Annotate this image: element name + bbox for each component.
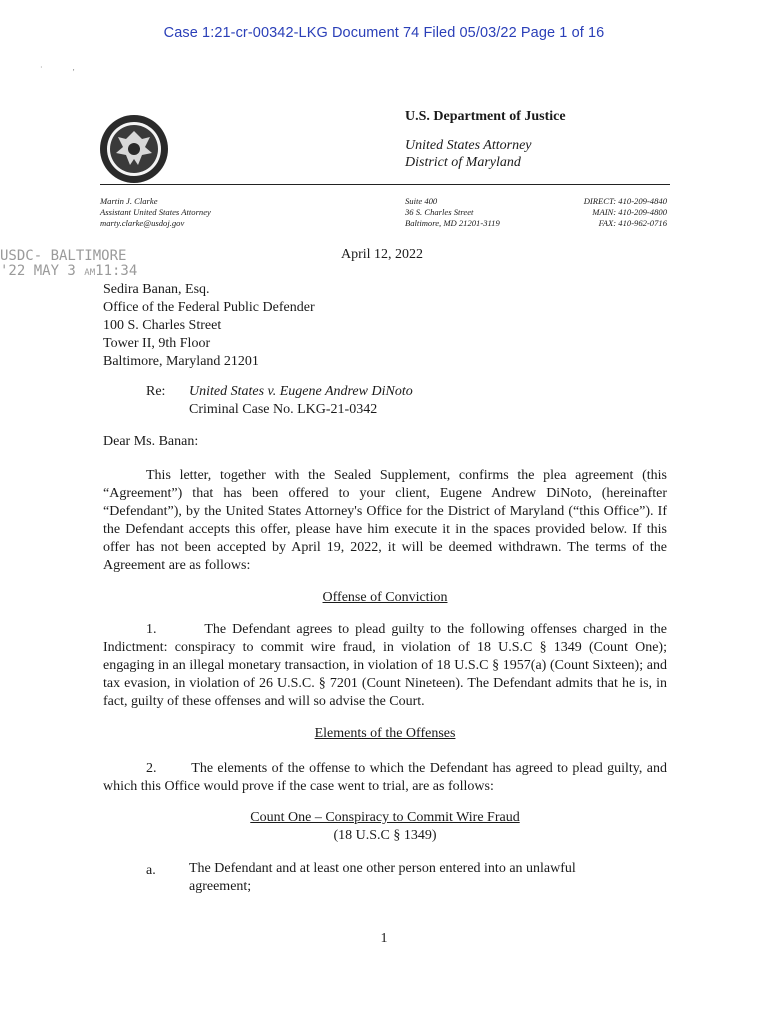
recipient-name: Sedira Banan, Esq.	[103, 282, 210, 297]
sender-name: Martin J. Clarke	[100, 196, 158, 206]
re-case-number: Criminal Case No. LKG-21-0342	[189, 402, 378, 417]
phone-main: MAIN: 410-209-4800	[592, 207, 667, 217]
paragraph-1	[103, 621, 667, 711]
district-name: District of Maryland	[405, 155, 521, 170]
paragraph-2-number: 2.	[146, 761, 157, 776]
page-number: 1	[380, 931, 388, 946]
paragraph-2	[103, 760, 667, 796]
phone-fax: FAX: 410-962-0716	[598, 218, 667, 228]
office-name: United States Attorney	[405, 138, 532, 153]
count-one-statute: (18 U.S.C § 1349)	[333, 828, 437, 843]
sender-email: marty.clarke@usdoj.gov	[100, 218, 185, 228]
address-city: Baltimore, MD 21201-3119	[405, 218, 500, 228]
paragraph-1-text: The Defendant agrees to plead guilty to the following offenses charged in the Indictment: conspiracy to commit wire fraud, in violation of 18 U.S.C § 1349 (Count One); engaging in an illegal monetary transaction, in violation of 18 U.S.C § 1957(a) (Count Sixteen); and tax evasion, in violation of 26 U.S.C. § 7201 (Count Nineteen). The Defendant admits that he is, in fact, guilty of these offenses and will so advise the Court.	[103, 622, 668, 709]
recipient-city: Baltimore, Maryland 21201	[103, 354, 259, 369]
clerk-filing-stamp	[0, 249, 137, 281]
address-suite: Suite 400	[405, 196, 438, 206]
salutation: Dear Ms. Banan:	[103, 434, 199, 449]
case-header: Case 1:21-cr-00342-LKG Document 74 Filed 05/03/22 Page 1 of 16	[163, 25, 605, 41]
re-block	[189, 383, 413, 419]
department-name: U.S. Department of Justice	[405, 109, 566, 124]
heading-elements-of-offenses: Elements of the Offenses	[314, 726, 456, 741]
paragraph-1-number: 1.	[146, 622, 157, 637]
recipient-office: Office of the Federal Public Defender	[103, 300, 315, 315]
recipient-address	[103, 281, 315, 371]
sender-title: Assistant United States Attorney	[100, 207, 211, 217]
count-one-heading-block	[103, 809, 667, 845]
intro-paragraph: This letter, together with the Sealed Supplement, confirms the plea agreement (this “Agreement”) that has been offered to your client, Eugene Andrew DiNoto, (hereinafter “Defendant”), by the United States Attorney's Office for the District of Maryland (“this Office”). If the Defendant accepts this offer, please have him execute it in the spaces provided below. If this offer has not been accepted by April 19, 2022, it will be deemed withdrawn. The terms of the Agreement are as follows:	[103, 468, 667, 573]
paragraph-2-text: The elements of the offense to which the Defendant has agreed to plead guilty, and which this Office would prove if the case went to trial, are as follows:	[103, 761, 667, 794]
recipient-street: 100 S. Charles Street	[103, 318, 222, 333]
address-street: 36 S. Charles Street	[405, 207, 474, 217]
count-one-heading: Count One – Conspiracy to Commit Wire Fraud	[250, 810, 520, 825]
heading-offense-of-conviction: Offense of Conviction	[322, 590, 448, 605]
scan-speck: · ,	[40, 63, 75, 72]
phone-block	[584, 196, 667, 229]
sender-block	[100, 196, 211, 229]
element-a-text: The Defendant and at least one other person entered into an unlawful agreement;	[189, 861, 576, 894]
stamp-ampm: AM	[84, 268, 96, 278]
stamp-court: USDC- BALTIMORE	[0, 248, 127, 264]
letterhead-rule	[100, 184, 670, 185]
recipient-suite: Tower II, 9th Floor	[103, 336, 211, 351]
phone-direct: DIRECT: 410-209-4840	[583, 196, 667, 206]
office-address-block	[405, 196, 500, 229]
re-label: Re:	[146, 384, 166, 399]
element-a-label: a.	[146, 863, 156, 878]
doj-seal-logo	[98, 113, 170, 185]
letter-date: April 12, 2022	[341, 247, 424, 262]
stamp-time: 11:34	[95, 263, 138, 279]
stamp-date: '22 MAY 3	[0, 263, 76, 279]
re-case-title: United States v. Eugene Andrew DiNoto	[189, 384, 413, 399]
